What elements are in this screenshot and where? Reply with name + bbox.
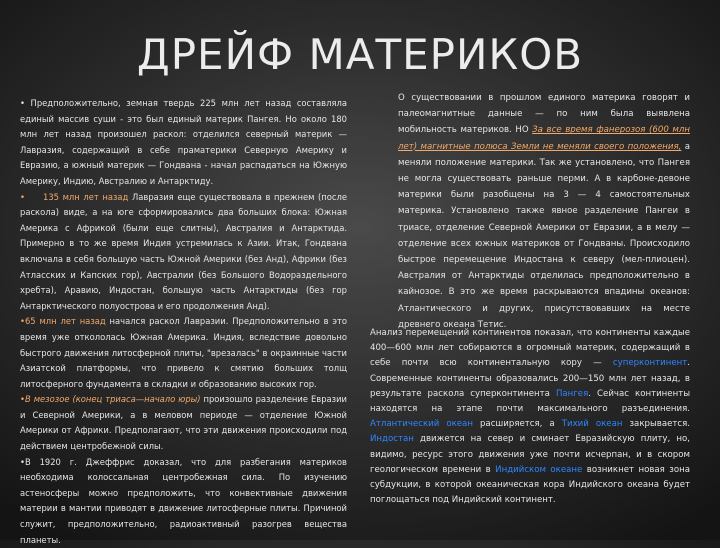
- link-pangea[interactable]: Пангея: [555, 388, 589, 399]
- paragraph-text: закрывается.: [622, 419, 691, 430]
- highlight-phanerozoic: За все время фанерозоя (600 млн лет) магнитные полюса Земли не меняли своего положения,: [398, 125, 690, 152]
- paragraph-text: . Современные континенты образовались 200—150 млн лет назад, в результате раскола суперконтинента: [370, 358, 690, 399]
- paragraph-text: возникнет новая зона субдукции, в которой океаническая кора Индийского океана будет поглощаться под Индийский континент.: [370, 464, 690, 506]
- left-column: [20, 96, 347, 548]
- link-pacific-ocean[interactable]: Тихий океан: [561, 419, 623, 430]
- highlight-135-mln: 135 млн лет назад: [43, 191, 129, 202]
- link-indian-ocean[interactable]: Индийском океане: [495, 464, 583, 475]
- paragraph-text: а меняли положение материки. Так же установлено, что Пангея не могла существовать раньше перми. А в карбоне-девоне материки были разобщены на 3 — 4 самостоятельных материка. Установлено также явное разделение Пангеи в триасе, отделение Северной Америки от Евразии, а в мелу — отделение всех южных материков от Гондваны. Происходило быстрое перемещение Индостана к северу (мел-плиоцен). Австралия от Антарктиды отделилась предположительно в кайнозое. В это же время раскрываются впадины океанов: Атлантического и других, присутствовавших на месте древнего океана Тетис.: [398, 141, 690, 330]
- highlight-65-mln: 65 млн лет назад: [24, 316, 106, 327]
- paragraph-135-mln: [20, 190, 347, 315]
- paragraph-65-mln: [20, 314, 347, 392]
- paragraph-jeffreys: •В 1920 г. Джеффрис доказал, что для разбегания материков необходима колоссальная центробежная сила. По изучению астеносферы можно предположить, что конвективные движения материи в мантии приводят в движение литосферные плиты. Причиной служит, предположительно, радиоактивный разогрев вещества планеты.: [20, 456, 347, 545]
- paragraph-paleomagnetic: [398, 90, 690, 333]
- link-supercontinent[interactable]: суперконтинент: [612, 358, 688, 369]
- slide-title: ДРЕЙФ МАТЕРИКОВ: [136, 30, 584, 79]
- paragraph-text: О существовании в прошлом единого материка говорят и палеомагнитные данные — по ним была выявлена мобильность материков. НО: [398, 93, 690, 136]
- paragraph-text: Анализ перемещений континентов показал, что континенты каждые 400—600 млн лет собираются в огромный материк, содержащий в себе почти всю континентальную кору —: [370, 328, 690, 369]
- highlight-mesozoic: В мезозое (конец триаса—начало юры): [24, 394, 201, 405]
- bullet: •: [20, 316, 25, 327]
- link-atlantic-ocean[interactable]: Атлантический океан: [370, 419, 473, 430]
- paragraph-text: расширяется, а: [472, 419, 562, 430]
- paragraph-text: произошло разделение Евразии и Северной Америки, а в меловом периоде — отделение Южной Америки от Африки. Предполагают, что эти движения происходили под действием центробежной силы.: [20, 394, 347, 452]
- paragraph-text: Лавразия еще существовала в прежнем (после раскола) виде, а на юге сформировались два больших блока: Южная Америка с Африкой (были еще слитны), Австралия и Антарктида. Примерно в то же время Индия устремилась к Азии. Итак, Гондвана включала в себя большую часть Южной Америки (без Анд), Африки (без Атласских и Капских гор), Австралии (без Большого Водораздельного хребта), Аравию, Индостан, большую часть Антарктиды (без гор Антарктического полуострова и его продолжения Анд).: [20, 191, 348, 311]
- paragraph-mesozoic: [20, 392, 347, 454]
- paragraph-pangea: • Предположительно, земная твердь 225 млн лет назад составляла единый массив суши - это был единый материк Пангея. Но около 180 млн лет назад произошел раскол: отделился северный материк — Лавразия, содержащий в себе праматерики Северную Америку и Евразию, а южный материк — Гондвана - начал распадаться на Южную Америку, Индию, Австралию и Антарктиду.: [20, 98, 347, 186]
- link-hindustan[interactable]: Индостан: [370, 434, 414, 445]
- bullet: •: [20, 394, 25, 405]
- analysis-column: [370, 326, 690, 508]
- paragraph-text: . Сейчас континенты находятся на этапе почти максимального разъединения.: [370, 388, 690, 415]
- paragraph-text: начался раскол Лавразии. Предположительно в это время уже откололась Южная Америка. Индия, вследствие довольно быстрого движения литосферной плиты, "врезалась" в окраинные части Азиатской платформы, что привело к смятию больших толщ литосферного фундамента в складки и образованию высоких гор.: [20, 316, 347, 389]
- paleomagnetic-column: [398, 90, 690, 333]
- bullet: •: [20, 191, 25, 202]
- paragraph-text: движется на север и сминает Евразийскую плиту, но, видимо, ресурс этого движения уже почти исчерпан, и в скором геологическом времени в: [370, 434, 690, 475]
- paragraph-analysis: [370, 326, 690, 508]
